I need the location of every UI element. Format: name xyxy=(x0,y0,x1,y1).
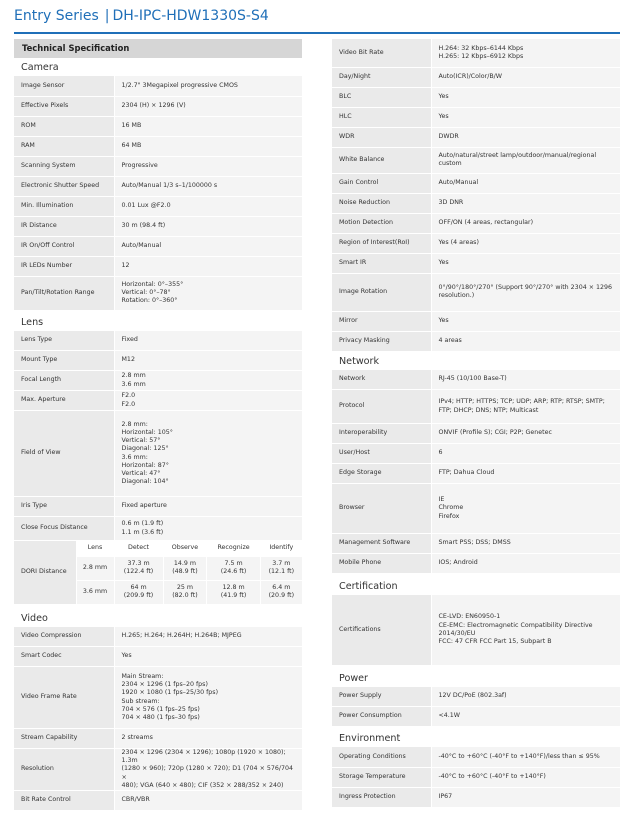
spec-value-line: 2304 × 1296 (1 fps–20 fps) xyxy=(121,681,208,689)
spec-value: ONVIF (Profile S); CGI; P2P; Genetec xyxy=(431,424,620,444)
spec-row xyxy=(332,273,620,311)
spec-label: Interoperability xyxy=(332,424,431,444)
spec-label: Close Focus Distance xyxy=(14,517,114,541)
network-table xyxy=(332,370,620,575)
spec-value xyxy=(114,276,302,310)
spec-value xyxy=(431,390,620,424)
spec-label: HLC xyxy=(332,107,431,127)
spec-value: 0.01 Lux @F2.0 xyxy=(114,196,302,216)
spec-value: Auto/Manual xyxy=(114,236,302,256)
spec-label: Browser xyxy=(332,484,431,534)
spec-row xyxy=(14,96,302,116)
spec-value-line: 2.8 mm xyxy=(121,372,146,380)
spec-label: RAM xyxy=(14,136,114,156)
spec-row xyxy=(14,497,302,517)
spec-value-line: F2.0 xyxy=(121,392,136,400)
spec-value: IP67 xyxy=(431,787,620,807)
spec-row xyxy=(14,411,302,497)
spec-label: Image Sensor xyxy=(14,76,114,96)
spec-value xyxy=(431,147,620,173)
spec-value: 6 xyxy=(431,444,620,464)
spec-value xyxy=(114,411,302,497)
spec-value: Auto(ICR)/Color/B/W xyxy=(431,67,620,87)
lens-table xyxy=(14,331,302,542)
section-heading-power: Power xyxy=(339,672,369,684)
spec-value-line: CE-EMC: Electromagnetic Compatibility Directive xyxy=(438,621,593,629)
spec-value-line: 2014/30/EU xyxy=(438,629,476,637)
spec-value-line: 3.6 mm: xyxy=(121,453,148,461)
spec-row xyxy=(14,627,302,647)
spec-value-line: resolution.) xyxy=(438,292,475,299)
spec-value-line: 0°/90°/180°/270° (Support 90°/270° with 2304 × 1296 xyxy=(438,283,613,291)
model-number: DH-IPC-HDW1330S-S4 xyxy=(112,8,269,24)
spec-row xyxy=(332,787,620,807)
spec-row xyxy=(332,67,620,87)
spec-label: IR Distance xyxy=(14,216,114,236)
spec-label: Bit Rate Control xyxy=(14,791,114,811)
spec-value-line: IPv4; HTTP; HTTPS; TCP; UDP; ARP; RTP; RTSP; SMTP; xyxy=(438,398,605,406)
spec-value: 30 m (98.4 ft) xyxy=(114,216,302,236)
spec-value: 3D DNR xyxy=(431,193,620,213)
spec-value: Yes xyxy=(431,107,620,127)
spec-value-line: 480); VGA (640 × 480); CIF (352 × 288/352 × 240) xyxy=(121,781,284,789)
spec-row xyxy=(14,647,302,667)
spec-label: Edge Storage xyxy=(332,464,431,484)
spec-label: Privacy Masking xyxy=(332,331,431,351)
spec-label: Day/Night xyxy=(332,67,431,87)
spec-value: FTP; Dahua Cloud xyxy=(431,464,620,484)
spec-row xyxy=(332,39,620,67)
spec-row xyxy=(332,687,620,707)
spec-value-line: Main Stream: xyxy=(121,672,164,680)
dori-header-detect: Detect xyxy=(114,541,163,556)
spec-label: Stream Capability xyxy=(14,729,114,749)
spec-value-line: H.264: 32 Kbps–6144 Kbps xyxy=(438,44,524,52)
spec-value-line: Vertical: 0°–78° xyxy=(121,288,171,296)
spec-value xyxy=(431,273,620,311)
spec-value-line: H.265: 12 Kbps–6912 Kbps xyxy=(438,52,524,60)
spec-label: Field of View xyxy=(14,411,114,497)
spec-label: Electronic Shutter Speed xyxy=(14,176,114,196)
spec-value: M12 xyxy=(114,351,302,371)
spec-value: Yes xyxy=(431,87,620,107)
spec-value xyxy=(431,595,620,665)
spec-value xyxy=(114,391,302,411)
spec-row xyxy=(14,216,302,236)
right-column xyxy=(332,39,620,808)
spec-value: 2 streams xyxy=(114,729,302,749)
dori-cell: 37.3 m (122.4 ft) xyxy=(114,556,163,580)
spec-label: Mobile Phone xyxy=(332,554,431,574)
spec-row xyxy=(332,554,620,574)
dori-header-identify: Identify xyxy=(260,541,302,556)
spec-value-line: Diagonal: 104° xyxy=(121,478,169,486)
spec-row xyxy=(332,595,620,665)
spec-value-line: IE xyxy=(438,496,445,504)
spec-value: Fixed aperture xyxy=(114,497,302,517)
spec-row xyxy=(14,176,302,196)
spec-row xyxy=(332,87,620,107)
spec-value-line: Diagonal: 125° xyxy=(121,445,169,453)
spec-label: Mount Type xyxy=(14,351,114,371)
environment-table xyxy=(332,747,620,808)
spec-row xyxy=(14,196,302,216)
spec-value xyxy=(431,39,620,67)
spec-label: Ingress Protection xyxy=(332,787,431,807)
spec-value: DWDR xyxy=(431,127,620,147)
spec-label: Gain Control xyxy=(332,173,431,193)
video-table xyxy=(14,627,302,812)
spec-row xyxy=(332,707,620,727)
spec-row xyxy=(14,791,302,811)
power-table xyxy=(332,687,620,728)
spec-value: Yes xyxy=(114,647,302,667)
spec-value xyxy=(431,484,620,534)
spec-value: 4 areas xyxy=(431,331,620,351)
spec-label: Min. Illumination xyxy=(14,196,114,216)
spec-value-line: 3.6 mm xyxy=(121,380,146,388)
spec-label: Scanning System xyxy=(14,156,114,176)
spec-value-line: 1.1 m (3.6 ft) xyxy=(121,528,164,536)
spec-value: H.265; H.264; H.264H; H.264B; MJPEG xyxy=(114,627,302,647)
spec-row xyxy=(14,667,302,729)
video-continued-table xyxy=(332,39,620,352)
spec-row xyxy=(332,193,620,213)
spec-value-line: custom xyxy=(438,160,462,167)
spec-row xyxy=(332,444,620,464)
spec-label: Mirror xyxy=(332,311,431,331)
spec-value: Progressive xyxy=(114,156,302,176)
spec-row xyxy=(332,233,620,253)
spec-value: Fixed xyxy=(114,331,302,351)
spec-value: Smart PSS; DSS; DMSS xyxy=(431,534,620,554)
spec-row xyxy=(332,331,620,351)
spec-label: Power Consumption xyxy=(332,707,431,727)
spec-value: CBR/VBR xyxy=(114,791,302,811)
left-column xyxy=(14,39,302,811)
spec-row xyxy=(14,391,302,411)
spec-value-line: Sub stream: xyxy=(121,697,160,705)
spec-row xyxy=(332,147,620,173)
spec-value-line: (1280 × 960); 720p (1280 × 720); D1 (704 × 576/704 × xyxy=(121,765,294,781)
spec-row xyxy=(332,534,620,554)
spec-row xyxy=(332,747,620,767)
spec-label: Effective Pixels xyxy=(14,96,114,116)
spec-value-line: Horizontal: 0°–355° xyxy=(121,280,184,288)
spec-label: Certifications xyxy=(332,595,431,665)
spec-value-line: Firefox xyxy=(438,512,460,520)
spec-value-line: 2304 × 1296 (2304 × 1296); 1080p (1920 × 1080); 1.3m xyxy=(121,749,286,765)
spec-label: Video Compression xyxy=(14,627,114,647)
section-heading-video: Video xyxy=(21,612,48,624)
spec-value-line: Rotation: 0°–360° xyxy=(121,297,178,305)
spec-value: OFF/ON (4 areas, rectangular) xyxy=(431,213,620,233)
spec-row xyxy=(332,370,620,390)
header-separator: | xyxy=(104,8,110,24)
spec-row xyxy=(14,331,302,351)
spec-value-line: 1920 × 1080 (1 fps–25/30 fps) xyxy=(121,689,219,697)
dori-cell: 3.7 m (12.1 ft) xyxy=(260,556,302,580)
spec-row xyxy=(332,484,620,534)
spec-value-line: FTP; DHCP; DNS; NTP; Multicast xyxy=(438,406,539,414)
dori-header-lens: Lens xyxy=(76,541,114,556)
dori-header-observe: Observe xyxy=(163,541,207,556)
spec-label: White Balance xyxy=(332,147,431,173)
spec-value: 12 xyxy=(114,256,302,276)
spec-label: Image Rotation xyxy=(332,273,431,311)
section-heading-lens: Lens xyxy=(21,316,44,328)
spec-label: Protocol xyxy=(332,390,431,424)
spec-value-line: FCC: 47 CFR FCC Part 15, Subpart B xyxy=(438,637,552,645)
spec-label: Noise Reduction xyxy=(332,193,431,213)
spec-row xyxy=(332,311,620,331)
spec-row xyxy=(14,729,302,749)
dori-header-recognize: Recognize xyxy=(207,541,260,556)
spec-value-line: Horizontal: 87° xyxy=(121,461,169,469)
spec-label: Region of Interest(RoI) xyxy=(332,233,431,253)
spec-value: 16 MB xyxy=(114,116,302,136)
spec-value-line: Vertical: 57° xyxy=(121,437,161,445)
spec-row xyxy=(14,116,302,136)
spec-value: 2304 (H) × 1296 (V) xyxy=(114,96,302,116)
spec-row xyxy=(332,127,620,147)
spec-label: Video Bit Rate xyxy=(332,39,431,67)
dori-label: DORI Distance xyxy=(14,541,76,604)
spec-row xyxy=(14,236,302,256)
dori-lens: 3.6 mm xyxy=(76,580,114,604)
spec-value-line: 704 × 480 (1 fps–30 fps) xyxy=(121,713,200,721)
spec-row xyxy=(14,749,302,791)
spec-label: ROM xyxy=(14,116,114,136)
spec-row xyxy=(332,213,620,233)
spec-value-line: F2.0 xyxy=(121,400,136,408)
series-name: Entry Series xyxy=(14,8,99,24)
spec-row xyxy=(332,107,620,127)
spec-value: 12V DC/PoE (802.3af) xyxy=(431,687,620,707)
spec-row xyxy=(14,517,302,541)
dori-cell: 6.4 m (20.9 ft) xyxy=(260,580,302,604)
certification-table xyxy=(332,595,620,666)
spec-label: Iris Type xyxy=(14,497,114,517)
spec-row xyxy=(332,424,620,444)
spec-row xyxy=(14,256,302,276)
spec-label: Max. Aperture xyxy=(14,391,114,411)
spec-label: Operating Conditions xyxy=(332,747,431,767)
spec-label: Smart IR xyxy=(332,253,431,273)
spec-label: User/Host xyxy=(332,444,431,464)
spec-value-line: Auto/natural/street lamp/outdoor/manual/regional xyxy=(438,151,597,159)
spec-value: RJ-45 (10/100 Base-T) xyxy=(431,370,620,390)
dori-lens: 2.8 mm xyxy=(76,556,114,580)
spec-value xyxy=(114,517,302,541)
dori-cell: 12.8 m (41.9 ft) xyxy=(207,580,260,604)
spec-label: Resolution xyxy=(14,749,114,791)
spec-label: Management Software xyxy=(332,534,431,554)
spec-value: IOS; Android xyxy=(431,554,620,574)
spec-value: Auto/Manual xyxy=(431,173,620,193)
section-heading-network: Network xyxy=(339,355,380,367)
spec-value: 1/2.7" 3Megapixel progressive CMOS xyxy=(114,76,302,96)
spec-value: Yes xyxy=(431,311,620,331)
spec-value xyxy=(114,749,302,791)
spec-value: Yes (4 areas) xyxy=(431,233,620,253)
spec-label: Lens Type xyxy=(14,331,114,351)
dori-cell: 14.9 m (48.9 ft) xyxy=(163,556,207,580)
spec-label: Motion Detection xyxy=(332,213,431,233)
section-heading-certification: Certification xyxy=(339,581,398,592)
spec-value-line: Horizontal: 105° xyxy=(121,428,173,436)
spec-value-line: 2.8 mm: xyxy=(121,420,148,428)
spec-value: -40°C to +60°C (-40°F to +140°F) xyxy=(431,767,620,787)
spec-title: Technical Specification xyxy=(14,39,302,58)
spec-row xyxy=(14,76,302,96)
header-divider xyxy=(14,32,620,34)
spec-label: IR LEDs Number xyxy=(14,256,114,276)
spec-row xyxy=(14,351,302,371)
spec-label: IR On/Off Control xyxy=(14,236,114,256)
spec-row xyxy=(332,173,620,193)
spec-row xyxy=(14,136,302,156)
document-header xyxy=(14,8,269,32)
spec-label: Smart Codec xyxy=(14,647,114,667)
spec-row xyxy=(332,390,620,424)
spec-label: Power Supply xyxy=(332,687,431,707)
spec-value-line: 704 × 576 (1 fps–25 fps) xyxy=(121,705,200,713)
spec-value: Auto/Manual 1/3 s–1/100000 s xyxy=(114,176,302,196)
spec-value: -40°C to +60°C (-40°F to +140°F)/less than ≤ 95% xyxy=(431,747,620,767)
spec-row xyxy=(14,371,302,391)
spec-label: Pan/Tilt/Rotation Range xyxy=(14,276,114,310)
dori-cell: 7.5 m (24.6 ft) xyxy=(207,556,260,580)
spec-value-line: Vertical: 47° xyxy=(121,469,161,477)
spec-value-line: CE-LVD: EN60950-1 xyxy=(438,613,501,621)
spec-label: BLC xyxy=(332,87,431,107)
spec-row xyxy=(332,253,620,273)
spec-label: Focal Length xyxy=(14,371,114,391)
spec-value xyxy=(114,667,302,729)
spec-value-line: 0.6 m (1.9 ft) xyxy=(121,520,164,528)
spec-row xyxy=(14,276,302,310)
spec-row xyxy=(332,767,620,787)
spec-row xyxy=(14,156,302,176)
spec-row xyxy=(332,464,620,484)
spec-value: Yes xyxy=(431,253,620,273)
dori-cell: 64 m (209.9 ft) xyxy=(114,580,163,604)
dori-table xyxy=(14,541,302,605)
spec-value: 64 MB xyxy=(114,136,302,156)
section-heading-environment: Environment xyxy=(339,733,401,744)
spec-label: Video Frame Rate xyxy=(14,667,114,729)
spec-label: Storage Temperature xyxy=(332,767,431,787)
spec-value xyxy=(114,371,302,391)
section-heading-camera: Camera xyxy=(21,62,59,73)
spec-value-line: Chrome xyxy=(438,504,464,512)
spec-value: <4.1W xyxy=(431,707,620,727)
camera-table xyxy=(14,76,302,311)
spec-label: WDR xyxy=(332,127,431,147)
dori-cell: 25 m (82.0 ft) xyxy=(163,580,207,604)
spec-label: Network xyxy=(332,370,431,390)
